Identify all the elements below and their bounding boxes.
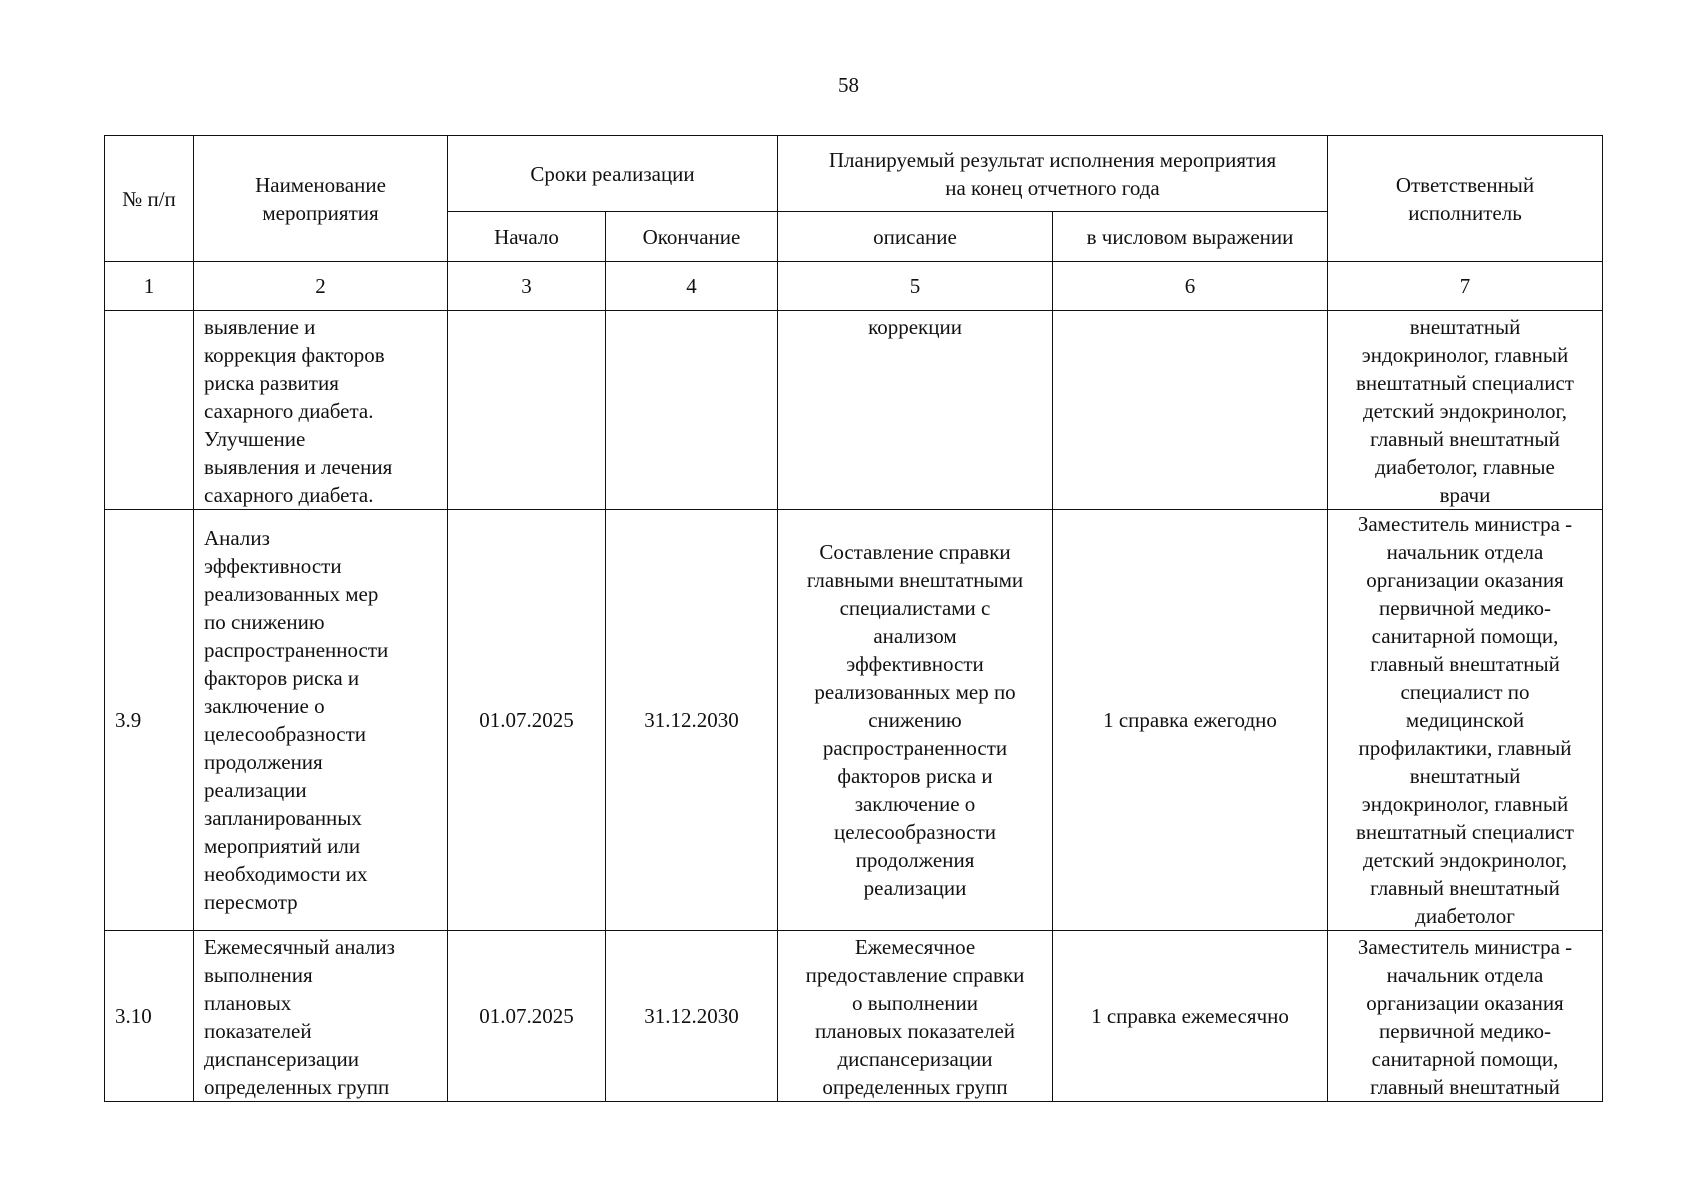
row-start bbox=[448, 311, 606, 510]
row-name: Ежемесячный анализ выполнения плановых показателей диспансеризации определенных групп bbox=[194, 931, 448, 1102]
header-num: № п/п bbox=[105, 136, 194, 262]
column-number: 1 bbox=[105, 262, 194, 311]
header-responsible: Ответственный исполнитель bbox=[1328, 136, 1603, 262]
header-name: Наименование мероприятия bbox=[194, 136, 448, 262]
row-responsible: внештатный эндокринолог, главный внештатный специалист детский эндокринолог, главный внештатный диабетолог, главные врачи bbox=[1328, 311, 1603, 510]
row-end: 31.12.2030 bbox=[606, 931, 778, 1102]
table-row bbox=[105, 931, 1603, 1102]
row-start: 01.07.2025 bbox=[448, 931, 606, 1102]
column-number: 7 bbox=[1328, 262, 1603, 311]
row-description: коррекции bbox=[778, 311, 1053, 510]
column-number: 5 bbox=[778, 262, 1053, 311]
row-start: 01.07.2025 bbox=[448, 510, 606, 931]
row-name: выявление и коррекция факторов риска развития сахарного диабета. Улучшение выявления и лечения сахарного диабета. bbox=[194, 311, 448, 510]
column-number: 6 bbox=[1053, 262, 1328, 311]
row-end bbox=[606, 311, 778, 510]
row-description: Составление справки главными внештатными специалистами с анализом эффективности реализованных мер по снижению распространенности факторов риска и заключение о целесообразности продолжения реализации bbox=[778, 510, 1053, 931]
table-row bbox=[105, 311, 1603, 510]
header-dates: Сроки реализации bbox=[448, 136, 778, 212]
row-num bbox=[105, 311, 194, 510]
header-numeric: в числовом выражении bbox=[1053, 212, 1328, 262]
row-responsible: Заместитель министра - начальник отдела организации оказания первичной медико- санитарной помощи, главный внештатный специалист по медицинской профилактики, главный внештатный эндокринолог, главный внештатный специалист детский эндокринолог, главный внештатный диабетолог bbox=[1328, 510, 1603, 931]
table-header-row bbox=[105, 136, 1603, 212]
header-result: Планируемый результат исполнения мероприятия на конец отчетного года bbox=[778, 136, 1328, 212]
table-row bbox=[105, 510, 1603, 931]
header-end: Окончание bbox=[606, 212, 778, 262]
row-responsible: Заместитель министра - начальник отдела организации оказания первичной медико- санитарной помощи, главный внештатный bbox=[1328, 931, 1603, 1102]
column-number-row bbox=[105, 262, 1603, 311]
row-name: Анализ эффективности реализованных мер по снижению распространенности факторов риска и заключение о целесообразности продолжения реализации запланированных мероприятий или необходимости их пересмотр bbox=[194, 510, 448, 931]
row-numeric: 1 справка ежемесячно bbox=[1053, 931, 1328, 1102]
activities-table bbox=[104, 135, 1603, 1102]
page-number: 58 bbox=[838, 73, 859, 97]
header-start: Начало bbox=[448, 212, 606, 262]
column-number: 4 bbox=[606, 262, 778, 311]
row-numeric: 1 справка ежегодно bbox=[1053, 510, 1328, 931]
row-num: 3.10 bbox=[105, 931, 194, 1102]
row-end: 31.12.2030 bbox=[606, 510, 778, 931]
row-description: Ежемесячное предоставление справки о выполнении плановых показателей диспансеризации определенных групп bbox=[778, 931, 1053, 1102]
row-num: 3.9 bbox=[105, 510, 194, 931]
column-number: 3 bbox=[448, 262, 606, 311]
column-number: 2 bbox=[194, 262, 448, 311]
row-numeric bbox=[1053, 311, 1328, 510]
header-description: описание bbox=[778, 212, 1053, 262]
